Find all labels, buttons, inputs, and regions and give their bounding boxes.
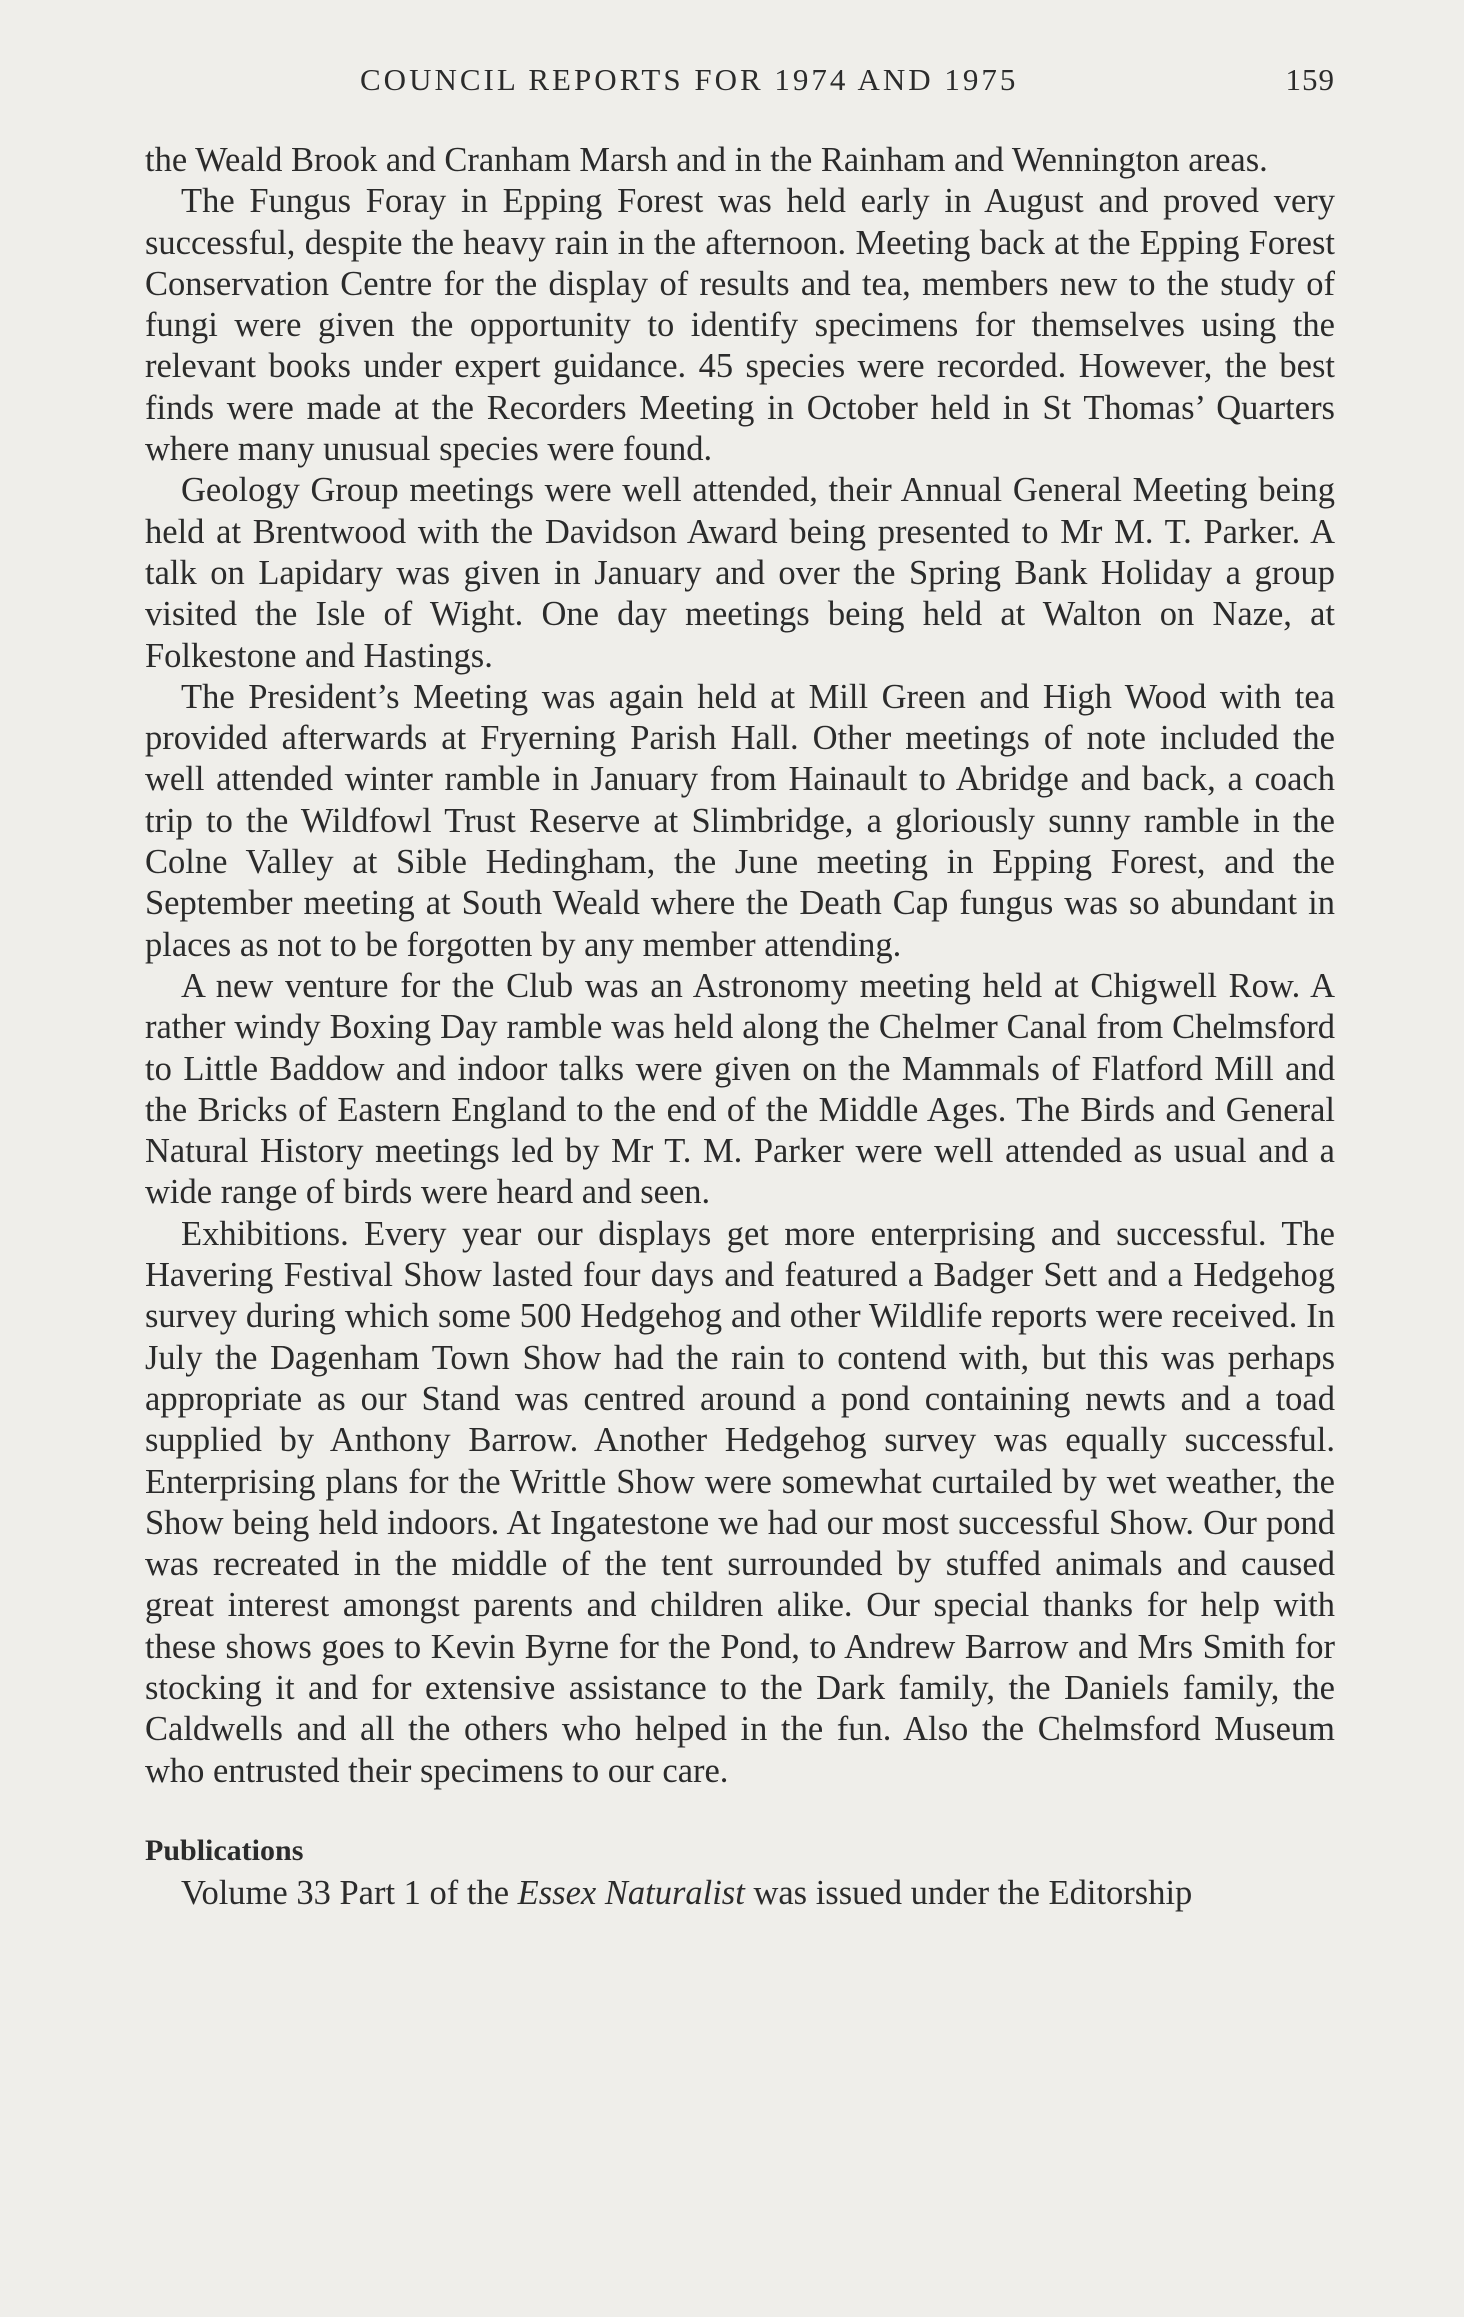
paragraph-astronomy-meeting: A new venture for the Club was an Astronomy meeting held at Chigwell Row. A rather windy Boxing Day ramble was held along the Chelmer Canal from Chelmsford to Little Baddow and indoor talks were given on the Mammals of Flatford Mill and the Bricks of Eastern England to the end of the Middle Ages. The Birds and General Natural History meetings led by Mr T. M. Parker were well attended as usual and a wide range of birds were heard and seen. — [145, 966, 1335, 1212]
running-title: COUNCIL REPORTS FOR 1974 AND 1975 — [360, 62, 1019, 97]
paragraph-geology-group: Geology Group meetings were well attended, their Annual General Meeting being held at Brentwood with the Davidson Award being presented to Mr M. T. Parker. A talk on Lapidary was given in January and over the Spring Bank Holiday a group visited the Isle of Wight. One day meetings being held at Walton on Naze, at Folkestone and Hastings. — [145, 471, 1335, 675]
paragraph-continued: the Weald Brook and Cranham Marsh and in the Rainham and Wennington areas. — [145, 141, 1268, 179]
publications-text-after: was issued under the Editorship — [744, 1874, 1193, 1913]
page-number: 159 — [1285, 62, 1335, 97]
body-text — [145, 140, 1335, 1914]
paragraph-presidents-meeting: The President’s Meeting was again held at Mill Green and High Wood with tea provided afterwards at Fryerning Parish Hall. Other meetings of note included the well attended winter ramble in January from Hainault to Abridge and back, a coach trip to the Wildfowl Trust Reserve at Slimbridge, a gloriously sunny ramble in the Colne Valley at Sible Hedingham, the June meeting in Epping Forest, and the September meeting at South Weald where the Death Cap fungus was so abundant in places as not to be forgotten by any member attending. — [145, 677, 1335, 964]
paragraph-exhibitions: Exhibitions. Every year our displays get more enterprising and successful. The Havering Festival Show lasted four days and featured a Badger Sett and a Hedgehog survey during which some 500 Hedgehog and other Wildlife reports were received. In July the Dagenham Town Show had the rain to contend with, but this was perhaps appropriate as our Stand was centred around a pond containing newts and a toad supplied by Anthony Barrow. Another Hedgehog survey was equally successful. Enterprising plans for the Writtle Show were somewhat curtailed by wet weather, the Show being held indoors. At Ingatestone we had our most successful Show. Our pond was recreated in the middle of the tent surrounded by stuffed animals and caused great interest amongst parents and children alike. Our special thanks for help with these shows goes to Kevin Byrne for the Pond, to Andrew Barrow and Mrs Smith for stocking it and for extensive assistance to the Dark family, the Daniels family, the Caldwells and all the others who helped in the fun. Also the Chelmsford Museum who entrusted their specimens to our care. — [145, 1214, 1335, 1790]
section-heading-publications: Publications — [145, 1833, 304, 1867]
paragraph-publications — [145, 1873, 1335, 1914]
publications-text-before: Volume 33 Part 1 of the — [181, 1874, 518, 1913]
paragraph-fungus-foray: The Fungus Foray in Epping Forest was held early in August and proved very successful, despite the heavy rain in the afternoon. Meeting back at the Epping Forest Conservation Centre for the display of results and tea, members new to the study of fungi were given the opportunity to identify specimens for themselves using the relevant books under expert guidance. 45 species were recorded. However, the best finds were made at the Recorders Meeting in October held in St Thomas’ Quarters where many unusual species were found. — [145, 182, 1335, 469]
journal-title: Essex Naturalist — [517, 1874, 745, 1913]
